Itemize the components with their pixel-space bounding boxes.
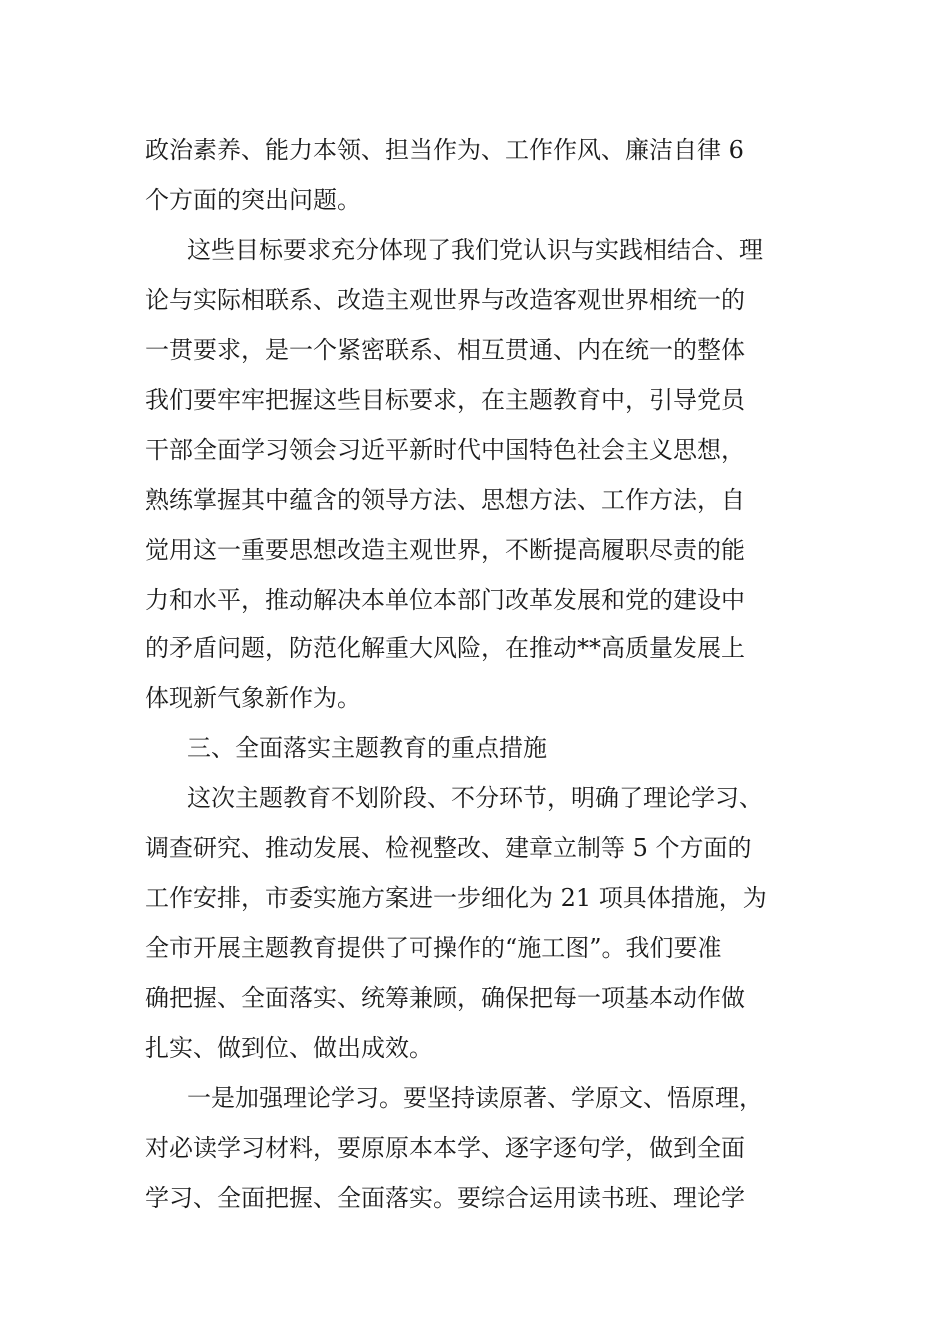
- paragraph-start-line: 这次主题教育不划阶段、不分环节，明确了理论学习、: [187, 784, 763, 812]
- paragraph-start-line: 一是加强理论学习。要坚持读原著、学原文、悟原理，: [187, 1084, 763, 1112]
- text-line: 论与实际相联系、改造主观世界与改造客观世界相统一的: [145, 286, 745, 314]
- text-line: 力和水平，推动解决本单位本部门改革发展和党的建设中: [145, 586, 745, 614]
- text-line: 对必读学习材料，要原原本本学、逐字逐句学，做到全面: [145, 1134, 745, 1162]
- paragraph-start-line: 这些目标要求充分体现了我们党认识与实践相结合、理: [187, 236, 763, 264]
- text-line: 一贯要求，是一个紧密联系、相互贯通、内在统一的整体: [145, 336, 745, 364]
- text-line: 熟练掌握其中蕴含的领导方法、思想方法、工作方法，自: [145, 486, 745, 514]
- text-line: 政治素养、能力本领、担当作为、工作作风、廉洁自律 6: [145, 136, 744, 164]
- text-line: 个方面的突出问题。: [145, 186, 361, 214]
- text-line: 扎实、做到位、做出成效。: [145, 1034, 433, 1062]
- section-heading: 三、全面落实主题教育的重点措施: [187, 734, 547, 762]
- text-line: 体现新气象新作为。: [145, 684, 361, 712]
- text-line: 全市开展主题教育提供了可操作的“施工图”。我们要准: [145, 934, 722, 962]
- text-line: 觉用这一重要思想改造主观世界，不断提高履职尽责的能: [145, 536, 745, 564]
- text-line: 我们要牢牢把握这些目标要求，在主题教育中，引导党员: [145, 386, 745, 414]
- text-line: 学习、全面把握、全面落实。要综合运用读书班、理论学: [145, 1184, 745, 1212]
- text-line: 的矛盾问题，防范化解重大风险，在推动**高质量发展上: [145, 634, 745, 662]
- text-line: 工作安排，市委实施方案进一步细化为 21 项具体措施，为: [145, 884, 767, 912]
- text-line: 确把握、全面落实、统筹兼顾，确保把每一项基本动作做: [145, 984, 745, 1012]
- text-line: 干部全面学习领会习近平新时代中国特色社会主义思想，: [145, 436, 745, 464]
- text-line: 调查研究、推动发展、检视整改、建章立制等 5 个方面的: [145, 834, 752, 862]
